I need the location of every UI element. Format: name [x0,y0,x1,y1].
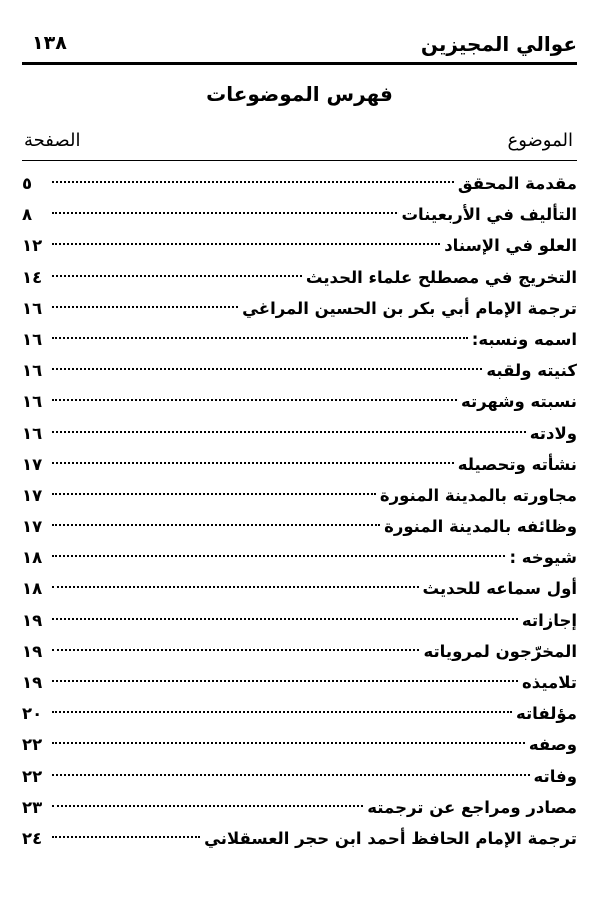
toc-entry-label: العلو في الإسناد [444,236,577,256]
dot-leader [52,836,200,838]
dot-leader [52,462,454,464]
toc-entry-label: مصادر ومراجع عن ترجمته [367,797,577,817]
toc-entry-label: المخرّجون لمروياته [423,641,577,661]
column-header-rule [22,160,577,161]
toc-entry [22,823,577,854]
toc-entry-label: التأليف في الأربعينات [401,205,577,225]
toc-entry-page: ١٩ [22,673,43,692]
toc-entry-label: ترجمة الإمام أبي بكر بن الحسين المراغي [242,298,577,318]
toc-entry [22,199,577,230]
toc-entry [22,449,577,480]
toc-entry-page: ١٤ [22,267,43,287]
dot-leader [52,711,512,713]
toc-entry-page: ٢٣ [22,797,43,817]
toc-column-headers [22,130,577,160]
toc-entry-page: ١٦ [22,298,43,318]
toc-entry [22,761,577,792]
dot-leader [52,399,457,401]
toc-entry-page: ١٦ [22,392,43,412]
toc-entry-page: ١٩ [22,610,43,630]
toc-entry-page: ١٢ [22,236,43,256]
dot-leader [52,680,518,682]
toc-entry [22,386,577,417]
toc-entry-label: إجازاته [521,610,577,630]
toc-entry-label: مجاورته بالمدينة المنورة [379,485,577,505]
toc-entry-page: ٢٢ [22,766,43,786]
dot-leader [52,493,376,495]
dot-leader [52,212,397,214]
toc-entry [22,511,577,542]
toc-entry-page: ٥ [22,174,33,193]
dot-leader [52,774,530,776]
toc-entry-page: ١٩ [22,641,43,661]
toc-entry [22,480,577,511]
dot-leader [52,524,380,526]
toc-entry-page: ١٦ [22,329,43,349]
column-header-page: الصفحة [24,130,81,151]
running-header [22,26,577,66]
column-header-topic: الموضوع [507,130,573,151]
toc-entry [22,792,577,823]
toc-entry-page: ٢٠ [22,704,43,724]
running-header-title: عوالي المجيزين [420,32,577,56]
toc-entry-label: مقدمة المحقق [457,174,577,193]
toc-entry-label: كنيته ولقبه [486,361,577,381]
toc-entry-label: نسبته وشهرته [460,392,577,412]
toc-entry [22,542,577,573]
toc-entry-label: وفاته [533,766,577,786]
dot-leader [52,618,518,620]
toc-entry-label: التخريج في مصطلح علماء الحديث [305,267,577,287]
toc-entry-page: ١٧ [22,485,43,505]
toc-entry-page: ١٧ [22,454,43,474]
toc-entry [22,230,577,261]
dot-leader [52,649,419,651]
toc-title: فهرس الموضوعات [206,82,393,106]
dot-leader [52,243,440,245]
toc-entry [22,355,577,386]
header-rule [22,62,577,65]
toc-entry [22,324,577,355]
page-number: ١٣٨ [32,32,67,54]
toc-entry-page: ٨ [22,205,33,225]
toc-entry-label: نشأته وتحصيله [457,454,577,474]
toc-list [22,168,577,854]
dot-leader [52,805,363,807]
toc-entry [22,605,577,636]
toc-entry-label: ولادته [529,423,577,443]
toc-entry [22,168,577,199]
dot-leader [52,368,482,370]
dot-leader [52,181,454,183]
toc-entry-label: وظائفه بالمدينة المنورة [384,517,577,537]
toc-entry-page: ١٦ [22,361,43,381]
toc-entry-page: ١٨ [22,548,43,568]
toc-entry-label: مؤلفاته [515,704,577,724]
toc-entry-page: ١٦ [22,423,43,443]
toc-entry [22,729,577,760]
toc-entry [22,293,577,324]
toc-entry-page: ٢٢ [22,735,43,755]
toc-entry-label: اسمه ونسبه: [471,329,577,349]
toc-entry [22,667,577,698]
toc-entry [22,636,577,667]
toc-entry [22,418,577,449]
dot-leader [52,337,468,339]
toc-entry-label: شيوخه : [509,548,577,568]
toc-entry-label: وصفه [528,735,577,755]
toc-entry-page: ١٧ [22,517,43,537]
dot-leader [52,306,238,308]
toc-entry-label: تلاميذه [522,673,577,692]
toc-entry [22,573,577,604]
dot-leader [52,742,525,744]
toc-entry-label: ترجمة الإمام الحافظ أحمد ابن حجر العسقلاني [204,828,577,848]
toc-entry-page: ١٨ [22,579,43,599]
dot-leader [52,586,419,588]
toc-entry-page: ٢٤ [22,828,43,848]
toc-entry-label: أول سماعه للحديث [422,579,577,599]
toc-entry [22,698,577,729]
toc-entry [22,262,577,293]
dot-leader [52,275,302,277]
dot-leader [52,555,505,557]
dot-leader [52,431,526,433]
